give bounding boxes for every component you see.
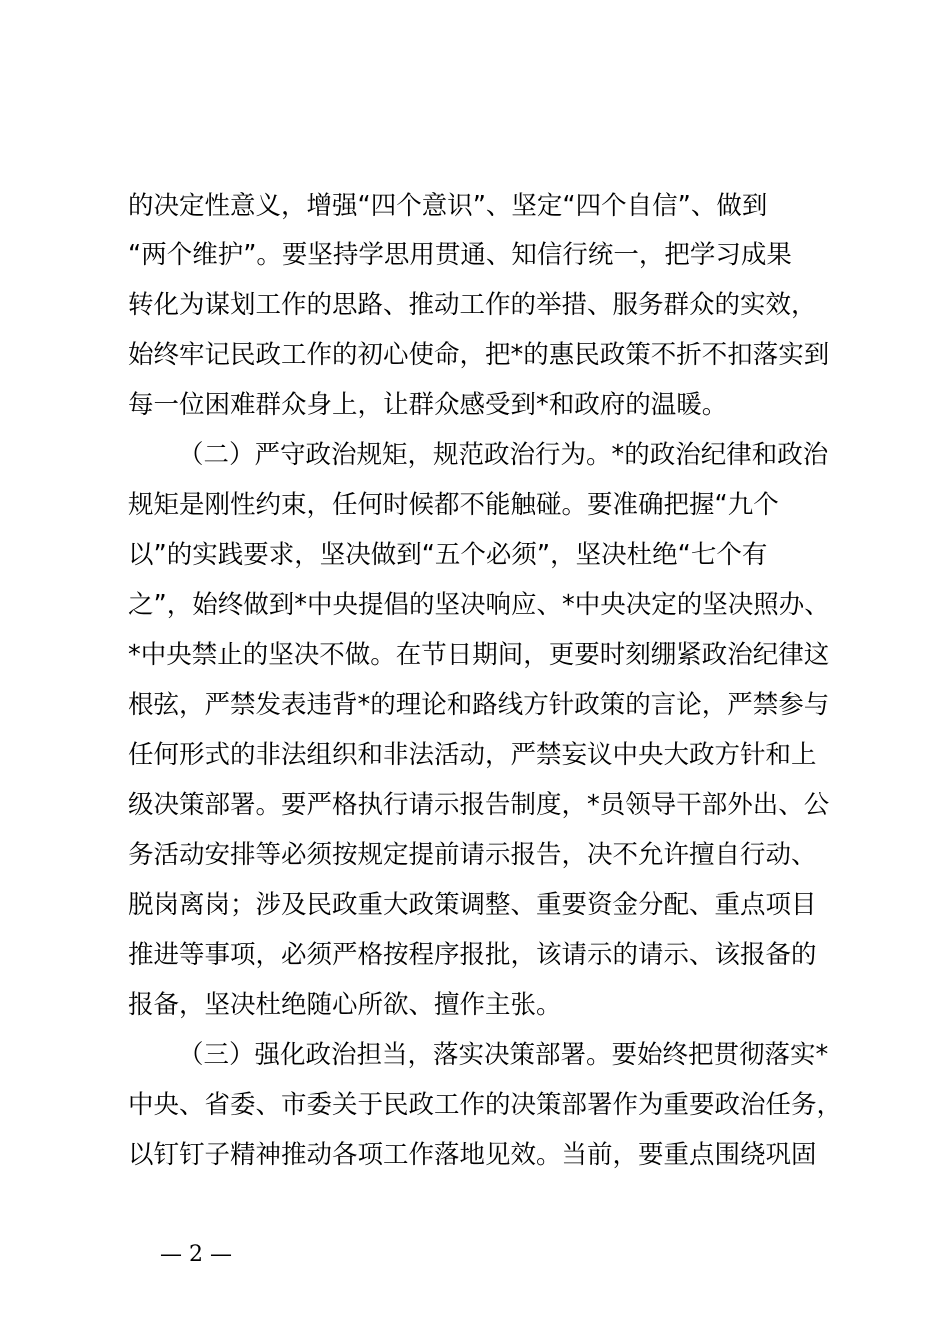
text-line: 规矩是刚性约束，任何时候都不能触碰。要准确把握“九个 bbox=[128, 490, 779, 520]
paragraph-first-line: （三）强化政治担当，落实决策部署。要始终把贯彻落实* bbox=[178, 1040, 829, 1070]
text-line: 务活动安排等必须按规定提前请示报告，决不允许擅自行动、 bbox=[128, 840, 817, 870]
text-line: 根弦，严禁发表违背*的理论和路线方针政策的言论，严禁参与 bbox=[128, 690, 830, 720]
text-line: “两个维护”。要坚持学思用贯通、知信行统一，把学习成果 bbox=[128, 240, 792, 270]
text-line: 之”，始终做到*中央提倡的坚决响应、*中央决定的坚决照办、 bbox=[128, 590, 830, 620]
text-line: 始终牢记民政工作的初心使命，把*的惠民政策不折不扣落实到 bbox=[128, 340, 830, 370]
text-line: 每一位困难群众身上，让群众感受到*和政府的温暖。 bbox=[128, 390, 728, 420]
text-line: 脱岗离岗；涉及民政重大政策调整、重要资金分配、重点项目 bbox=[128, 890, 817, 920]
text-line: 级决策部署。要严格执行请示报告制度，*员领导干部外出、公 bbox=[128, 790, 830, 820]
text-line: 中央、省委、市委关于民政工作的决策部署作为重要政治任务， bbox=[128, 1090, 843, 1120]
text-line: 报备，坚决杜绝随心所欲、擅作主张。 bbox=[128, 990, 562, 1020]
text-line: 的决定性意义，增强“四个意识”、坚定“四个自信”、做到 bbox=[128, 191, 768, 221]
paragraph-first-line: （二）严守政治规矩，规范政治行为。*的政治纪律和政治 bbox=[178, 440, 829, 470]
text-line: 以”的实践要求，坚决做到“五个必须”，坚决杜绝“七个有 bbox=[128, 540, 768, 570]
text-line: 任何形式的非法组织和非法活动，严禁妄议中央大政方针和上 bbox=[128, 740, 817, 770]
text-line: 推进等事项，必须严格按程序报批，该请示的请示、该报备的 bbox=[128, 940, 817, 970]
text-line: *中央禁止的坚决不做。在节日期间，更要时刻绷紧政治纪律这 bbox=[128, 640, 830, 670]
page-number: — 2 — bbox=[160, 1242, 232, 1267]
text-line: 以钉钉子精神推动各项工作落地见效。当前，要重点围绕巩固 bbox=[128, 1140, 817, 1170]
text-line: 转化为谋划工作的思路、推动工作的举措、服务群众的实效， bbox=[128, 290, 817, 320]
